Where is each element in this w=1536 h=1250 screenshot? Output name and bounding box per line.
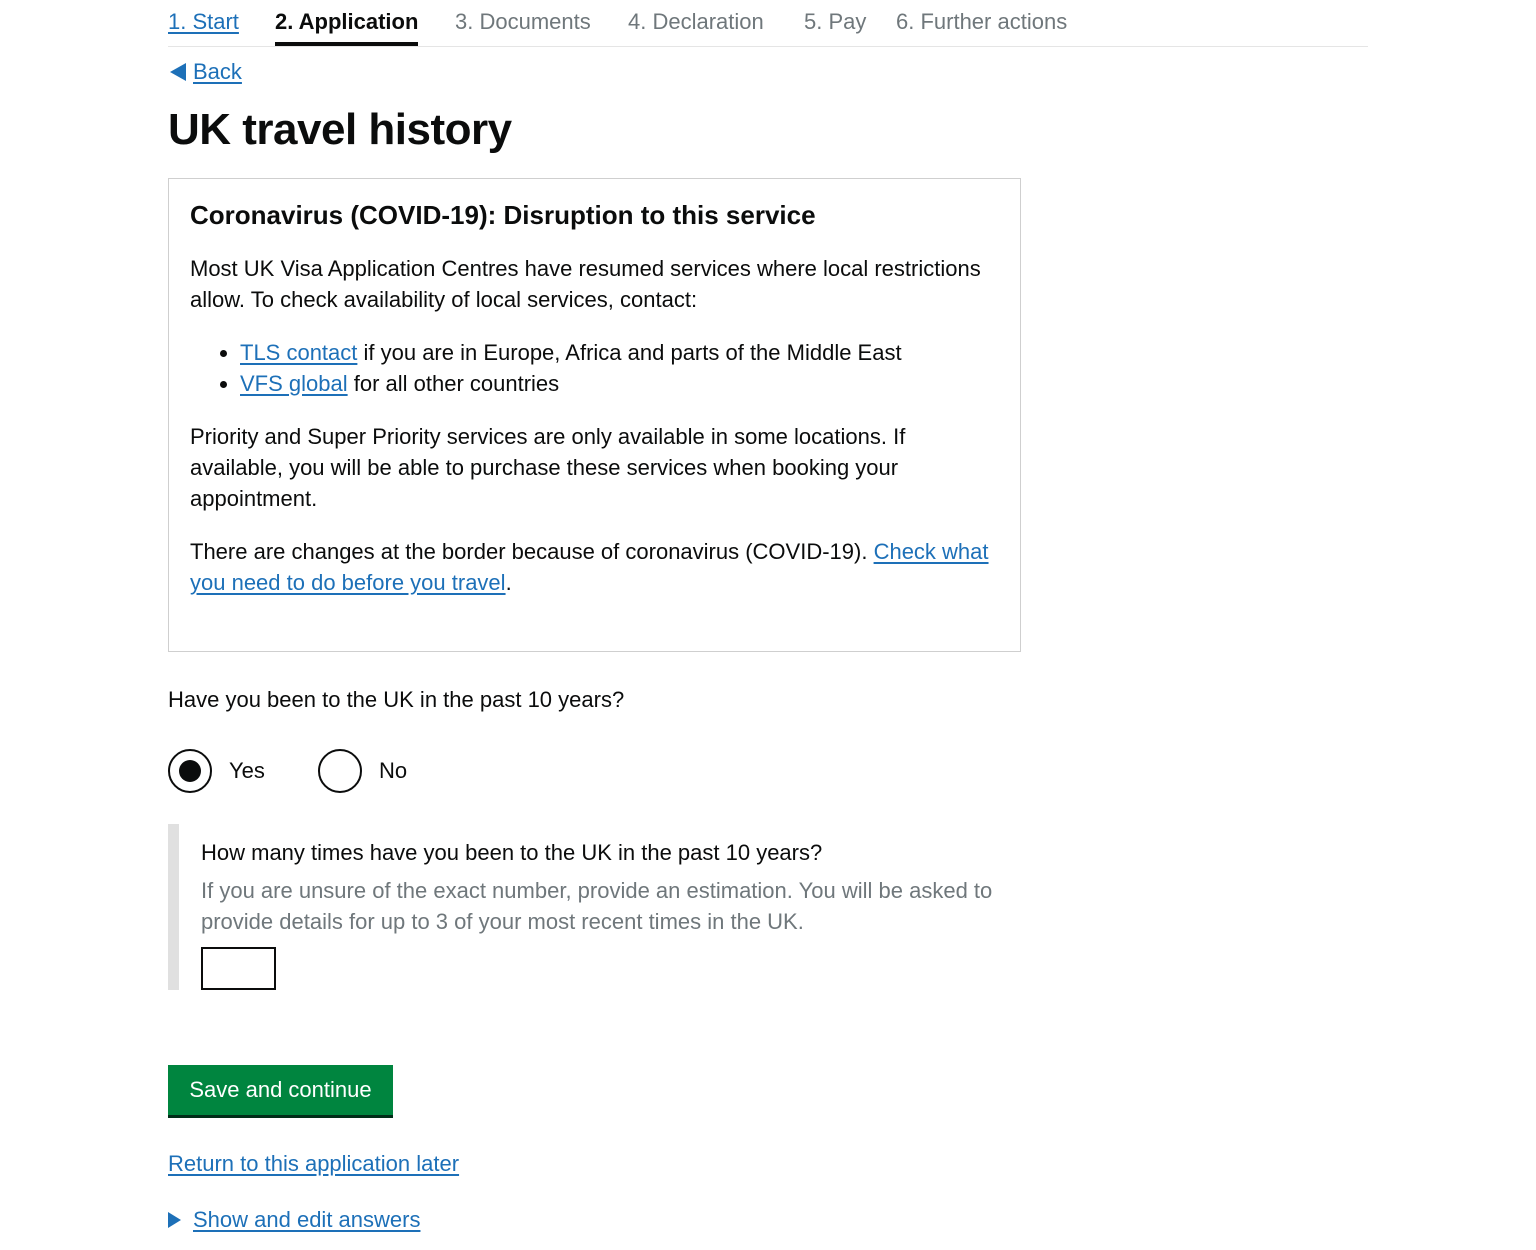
radio-yes-label: Yes [229,758,265,783]
step-declaration: 4. Declaration [628,9,764,34]
uk-visit-question: Have you been to the UK in the past 10 years? [168,687,625,712]
visit-count-input[interactable] [201,947,276,990]
radio-no[interactable] [318,749,407,793]
notice-heading: Coronavirus (COVID-19): Disruption to this service [190,200,816,230]
step-start-link[interactable]: 1. Start [168,9,239,34]
notice-contact-list [190,337,1000,399]
step-pay: 5. Pay [804,9,867,34]
radio-no-button[interactable] [318,749,362,793]
notice-paragraph-2: Priority and Super Priority services are only available in some locations. If available, you will be able to purchase these services when booking your appointment. [190,424,906,511]
covid-notice-panel [168,178,1021,652]
step-further-actions: 6. Further actions [896,9,1068,34]
radio-yes-button[interactable] [168,749,212,793]
notice-paragraph-3 [190,536,1000,598]
notice-paragraph-3-text: There are changes at the border because of coronavirus (COVID-19). [190,539,874,564]
notice-paragraph-3-end: . [505,570,512,595]
radio-no-label: No [379,758,408,783]
conditional-reveal-panel [168,824,1008,990]
step-navigation [168,0,1368,47]
step-application-current: 2. Application [275,9,419,34]
tls-contact-link[interactable]: TLS contact [240,340,358,365]
tls-contact-text: if you are in Europe, Africa and parts of the Middle East [357,340,902,365]
visit-count-hint: If you are unsure of the exact number, provide an estimation. You will be asked to provide details for up to 3 of your most recent times in the UK. [201,878,993,934]
radio-yes[interactable] [168,749,265,793]
list-item [240,368,1000,399]
step-documents: 3. Documents [455,9,591,34]
check-border-changes-link[interactable]: Check what you need to do before you travel [190,539,989,595]
vfs-global-text: for all other countries [347,371,560,396]
back-arrow-icon [170,63,186,81]
visit-count-label: How many times have you been to the UK in the past 10 years? [201,840,823,865]
return-later-link[interactable]: Return to this application later [168,1151,460,1176]
show-edit-answers-toggle[interactable] [168,1206,420,1234]
notice-paragraph-1: Most UK Visa Application Centres have resumed services where local restrictions allow. To check availability of local services, contact: [190,256,981,312]
show-edit-answers-link[interactable]: Show and edit answers [193,1207,421,1232]
vfs-global-link[interactable]: VFS global [240,371,348,396]
back-link-label: Back [193,59,242,84]
page-title: UK travel history [168,105,512,154]
back-link[interactable] [170,58,242,86]
save-and-continue-button[interactable]: Save and continue [168,1065,393,1115]
triangle-right-icon [168,1212,181,1228]
list-item [240,337,1000,368]
